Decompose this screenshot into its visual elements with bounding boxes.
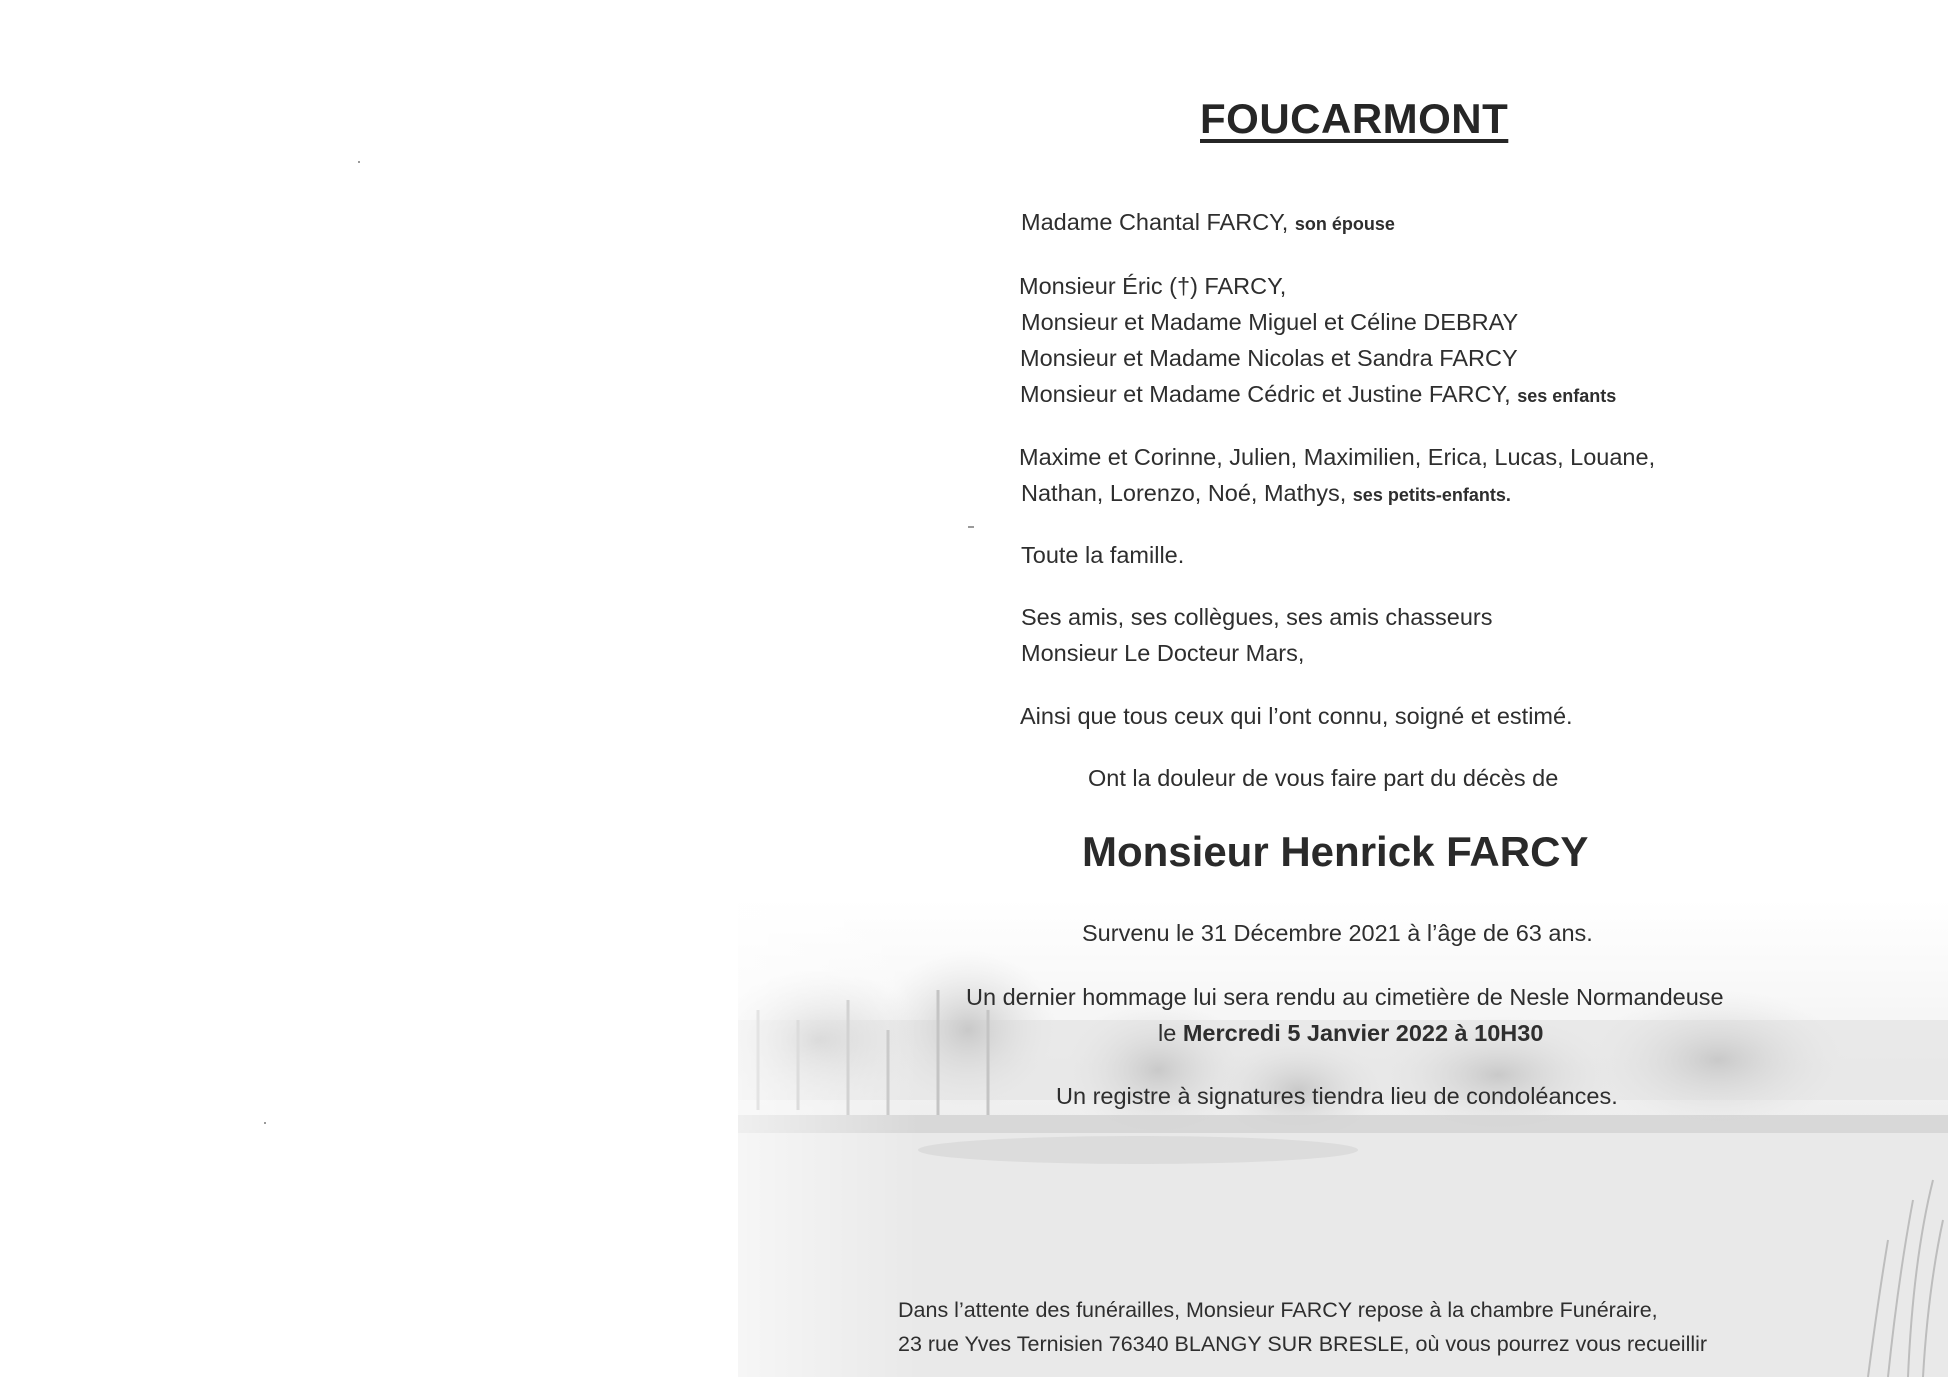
child-line: Monsieur et Madame Nicolas et Sandra FARCY <box>1020 345 1518 371</box>
scan-speck <box>358 161 360 163</box>
family-line: Toute la famille. <box>1021 542 1185 568</box>
scan-speck <box>968 526 974 528</box>
ceremony-date-line <box>1158 1020 1543 1047</box>
spouse-name: Madame Chantal FARCY, <box>1021 209 1289 235</box>
register-line: Un registre à signatures tiendra lieu de condoléances. <box>1056 1083 1618 1109</box>
child-line <box>1020 381 1616 408</box>
spouse-role: son épouse <box>1294 214 1395 234</box>
friends-line: Monsieur Le Docteur Mars, <box>1021 640 1305 666</box>
ceremony-date: Mercredi 5 Janvier 2022 à 10H30 <box>1182 1020 1544 1046</box>
child-name: Monsieur et Madame Cédric et Justine FARCY, <box>1020 381 1511 407</box>
child-line: Monsieur et Madame Miguel et Céline DEBRAY <box>1021 309 1519 335</box>
grandchildren-line: Maxime et Corinne, Julien, Maximilien, Erica, Lucas, Louane, <box>1019 444 1656 470</box>
child-line: Monsieur Éric (†) FARCY, <box>1019 273 1287 299</box>
grandchildren-role: ses petits-enfants. <box>1352 485 1511 505</box>
others-line: Ainsi que tous ceux qui l’ont connu, soigné et estimé. <box>1020 703 1573 729</box>
death-info: Survenu le 31 Décembre 2021 à l’âge de 63 ans. <box>1082 920 1593 946</box>
footer-line: 23 rue Yves Ternisien 76340 BLANGY SUR BRESLE, où vous pourrez vous recueillir <box>898 1332 1708 1356</box>
ceremony-line: Un dernier hommage lui sera rendu au cimetière de Nesle Normandeuse <box>966 984 1724 1010</box>
spouse-line <box>1021 209 1395 236</box>
announcement-intro: Ont la douleur de vous faire part du décès de <box>1088 765 1559 791</box>
grandchildren-line <box>1021 480 1511 507</box>
deceased-name: Monsieur Henrick FARCY <box>1082 828 1589 875</box>
scan-speck <box>264 1122 266 1124</box>
children-role: ses enfants <box>1517 386 1617 406</box>
grandchildren-names: Nathan, Lorenzo, Noé, Mathys, <box>1021 480 1347 506</box>
town-title: FOUCARMONT <box>1200 95 1509 142</box>
friends-line: Ses amis, ses collègues, ses amis chasseurs <box>1021 604 1493 630</box>
ceremony-le: le <box>1158 1020 1177 1046</box>
footer-line: Dans l’attente des funérailles, Monsieur FARCY repose à la chambre Funéraire, <box>898 1298 1658 1322</box>
